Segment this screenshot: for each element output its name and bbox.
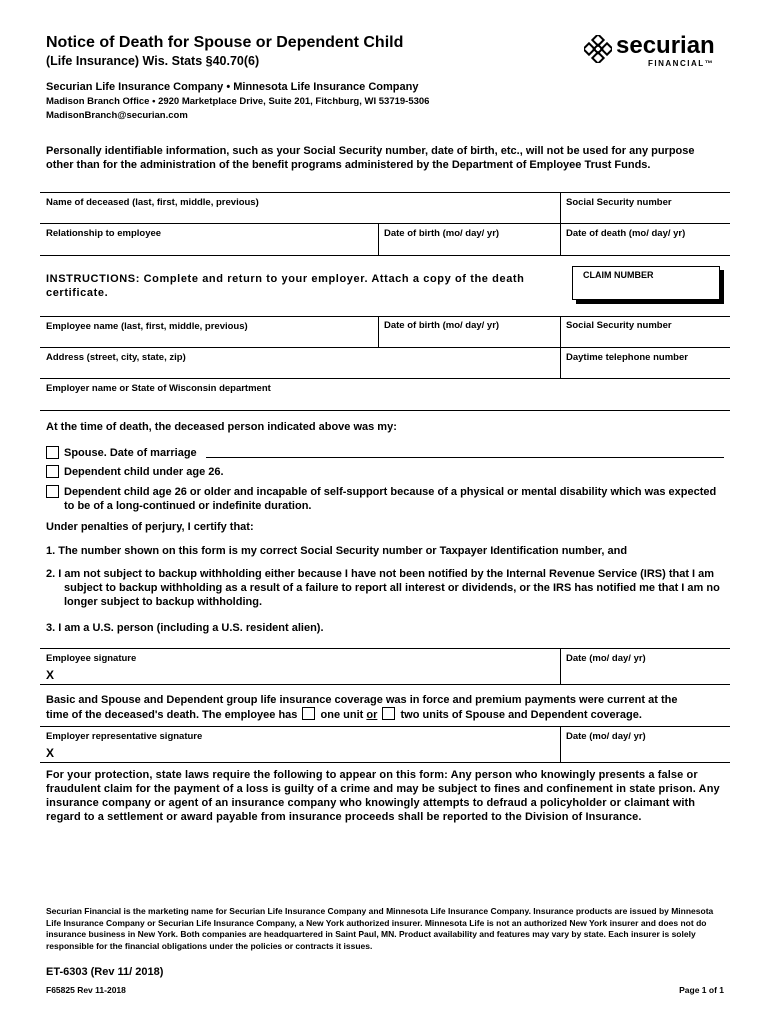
pii-notice: Personally identifiable information, such as your Social Security number, date of birth, etc., will not be used for any purpose other than for the administration of the benefit programs administered by the Department of Employee Trust Funds. [46,145,695,171]
securian-logo [584,34,728,74]
form-title: Notice of Death for Spouse or Dependent Child [46,34,404,51]
marriage-date-line[interactable] [206,457,724,458]
fraud-warning: For your protection, state laws require the following to appear on this form: Any person who knowingly presents a false or fraudulent claim for the payment of a loss is guilty of a crime and may be subject to fines and confinement in state prison. Any insurance company or agent of an insurance company who knowingly attempts to defraud a policyholder or claimant with regard to a settlement or award payable from insurance proceeds shall be reported to the Division of Insurance. [46,769,720,823]
rule [40,223,730,224]
two-units-label: two units of Spouse and Dependent coverage. [400,709,642,721]
employee-signature-date-field[interactable]: Date (mo/ day/ yr) [566,653,646,664]
claim-number-label: CLAIM NUMBER [583,270,654,280]
child-26-plus-checkbox[interactable] [46,485,59,498]
signature-x-mark: X [46,668,55,682]
rule [40,192,730,193]
employer-signature-date-field[interactable]: Date (mo/ day/ yr) [566,731,646,742]
child-under-26-label: Dependent child under age 26. [64,466,224,478]
employee-ssn-field[interactable]: Social Security number [566,320,672,331]
employer-field[interactable]: Employer name or State of Wisconsin department [46,383,271,394]
footer-fine-print: Securian Financial is the marketing name for Securian Life Insurance Company and Minnesota Life Insurance Company. Insurance products are issued by Minnesota Life Insurance Company or Securian Life Insurance Company, a New York authorized insurer. Minnesota Life is not an authorized New York insurer and does not do insurance business in New York. Both companies are headquartered in Saint Paul, MN. Product availability and features may vary by state. Each insurer is solely responsible for the financial obligations under the policies or contracts it issues. [46,906,714,951]
deceased-dod-field[interactable]: Date of death (mo/ day/ yr) [566,228,686,239]
status-intro: At the time of death, the deceased person indicated above was my: [46,421,397,433]
spouse-option-label: Spouse. Date of marriage [64,447,197,459]
page-number: Page 1 of 1 [679,985,724,995]
one-unit-label: one unit [320,709,364,721]
employee-dob-field[interactable]: Date of birth (mo/ day/ yr) [384,320,500,331]
employee-signature-field[interactable]: Employee signature [46,653,137,664]
two-units-checkbox[interactable] [382,707,395,720]
company-names: Securian Life Insurance Company • Minnesota Life Insurance Company [46,81,419,93]
form-number: ET-6303 (Rev 11/ 2018) [46,966,164,978]
divider [560,192,561,255]
deceased-ssn-field[interactable]: Social Security number [566,197,672,208]
securian-mark-icon [584,35,612,63]
claim-number-box[interactable] [572,266,720,300]
certification-item-3: 3. I am a U.S. person (including a U.S. resident alien). [46,622,324,634]
logo-subtext: FINANCIAL™ [648,59,715,68]
rule [40,255,730,256]
divider [560,726,561,762]
child-26-plus-label: Dependent child age 26 or older and incapable of self-support because of a physical or mental disability which was expected to be of a long-continued or indefinite duration. [64,486,717,512]
certification-intro: Under penalties of perjury, I certify that: [46,521,254,533]
signature-x-mark: X [46,746,55,760]
rule [40,762,730,763]
spouse-checkbox[interactable] [46,446,59,459]
instructions: INSTRUCTIONS: Complete and return to your employer. Attach a copy of the death certificate. [46,273,525,299]
divider [560,648,561,684]
certification-item-1: 1. The number shown on this form is my correct Social Security number or Taxpayer Identification number, and [46,545,628,557]
deceased-name-field[interactable]: Name of deceased (last, first, middle, previous) [46,197,259,208]
certification-item-2: 2. I am not subject to backup withholding either because I have not been notified by the Internal Revenue Service (IRS) that I am subject to backup withholding as a result of a failure to report all interest or dividends, or the IRS has notified me that I am no longer subject to backup withholding. [46,568,720,608]
office-email: MadisonBranch@securian.com [46,110,188,121]
coverage-line-1: Basic and Spouse and Dependent group life insurance coverage was in force and premium payments were current at the [46,694,678,706]
divider [560,316,561,378]
rule [40,347,730,348]
coverage-line-2 [46,707,726,722]
rule [40,378,730,379]
form-revision: F65825 Rev 11-2018 [46,985,126,995]
one-unit-checkbox[interactable] [302,707,315,720]
office-address: Madison Branch Office • 2920 Marketplace Drive, Suite 201, Fitchburg, WI 53719-5306 [46,96,430,107]
phone-field[interactable]: Daytime telephone number [566,352,688,363]
divider [378,223,379,255]
rule [40,648,730,649]
child-under-26-checkbox[interactable] [46,465,59,478]
address-field[interactable]: Address (street, city, state, zip) [46,352,186,363]
employee-name-field[interactable]: Employee name (last, first, middle, previous) [46,321,248,332]
rule [40,410,730,411]
rule [40,316,730,317]
form-subtitle: (Life Insurance) Wis. Stats §40.70(6) [46,54,260,68]
relationship-field[interactable]: Relationship to employee [46,228,162,239]
employer-signature-field[interactable]: Employer representative signature [46,731,203,742]
rule [40,726,730,727]
coverage-or: or [366,709,378,721]
logo-wordmark: securian [616,32,715,59]
coverage-text-a: time of the deceased's death. The employee has [46,709,298,721]
divider [378,316,379,347]
deceased-dob-field[interactable]: Date of birth (mo/ day/ yr) [384,228,500,239]
rule [40,684,730,685]
